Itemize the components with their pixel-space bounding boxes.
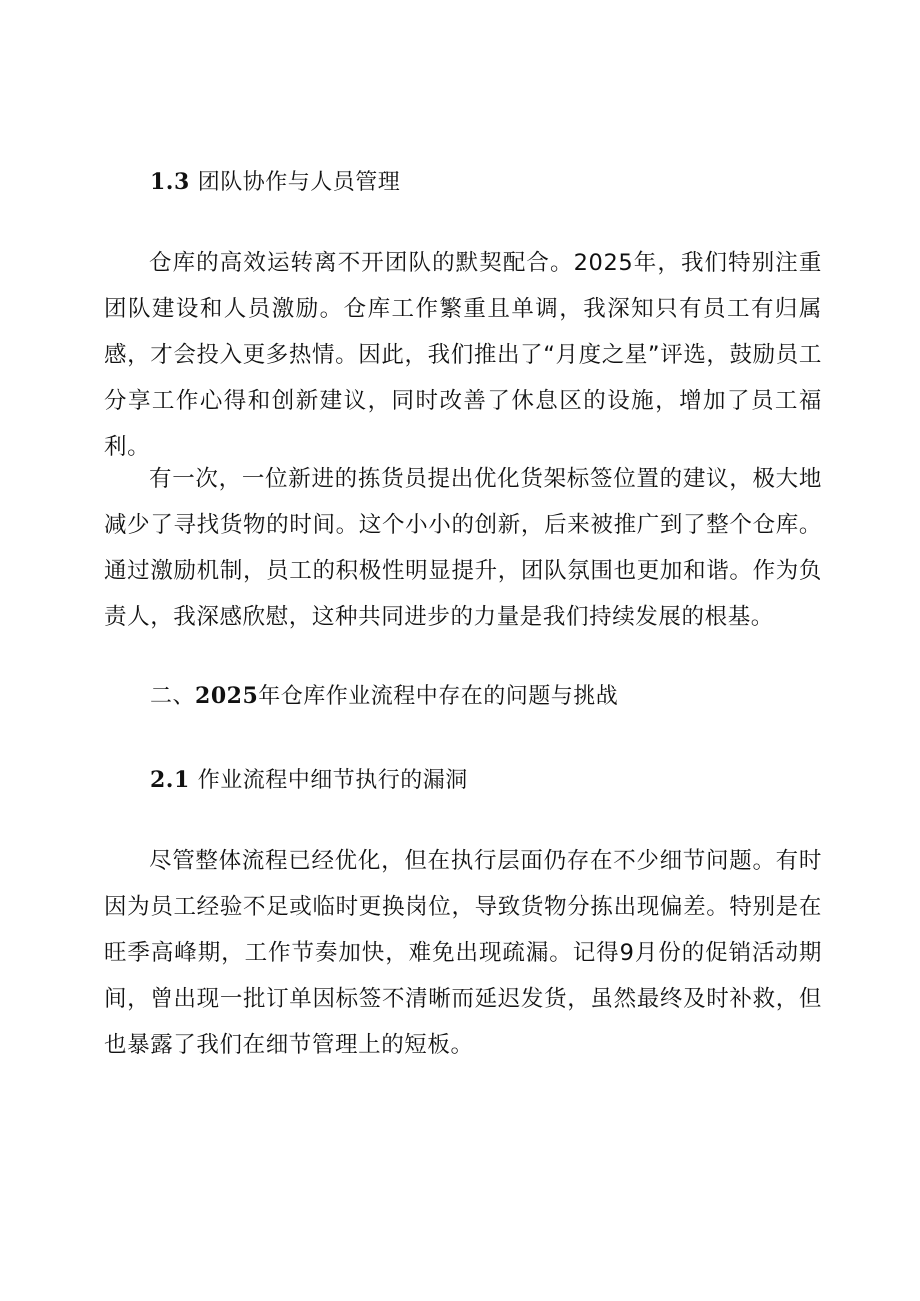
section-title: 团队协作与人员管理 bbox=[197, 170, 401, 195]
section-heading-2 bbox=[150, 682, 618, 711]
section-year: 2025 bbox=[195, 683, 259, 709]
section-prefix: 二、 bbox=[150, 684, 196, 709]
section-heading-2-1 bbox=[150, 766, 468, 795]
paragraph-detail-execution: 尽管整体流程已经优化，但在执行层面仍存在不少细节问题。有时因为员工经验不足或临时更换岗位，导致货物分拣出现偏差。特别是在旺季高峰期，工作节奏加快，难免出现疏漏。记得9月份的促销活动期间，曾出现一批订单因标签不清晰而延迟发货，虽然最终及时补救，但也暴露了我们在细节管理上的短板。 bbox=[104, 848, 822, 1058]
section-number: 2.1 bbox=[150, 767, 190, 793]
section-number: 1.3 bbox=[150, 169, 190, 195]
section-title: 作业流程中细节执行的漏洞 bbox=[197, 768, 468, 793]
section-heading-1-3 bbox=[150, 168, 400, 197]
paragraph-picker-suggestion: 有一次，一位新进的拣货员提出优化货架标签位置的建议，极大地减少了寻找货物的时间。这个小小的创新，后来被推广到了整个仓库。通过激励机制，员工的积极性明显提升，团队氛围也更加和谐。作为负责人，我深感欣慰，这种共同进步的力量是我们持续发展的根基。 bbox=[104, 466, 822, 630]
paragraph-team-collaboration: 仓库的高效运转离不开团队的默契配合。2025年，我们特别注重团队建设和人员激励。仓库工作繁重且单调，我深知只有员工有归属感，才会投入更多热情。因此，我们推出了“月度之星”评选，鼓励员工分享工作心得和创新建议，同时改善了休息区的设施，增加了员工福利。 bbox=[104, 250, 822, 460]
section-title: 年仓库作业流程中存在的问题与挑战 bbox=[258, 684, 619, 709]
